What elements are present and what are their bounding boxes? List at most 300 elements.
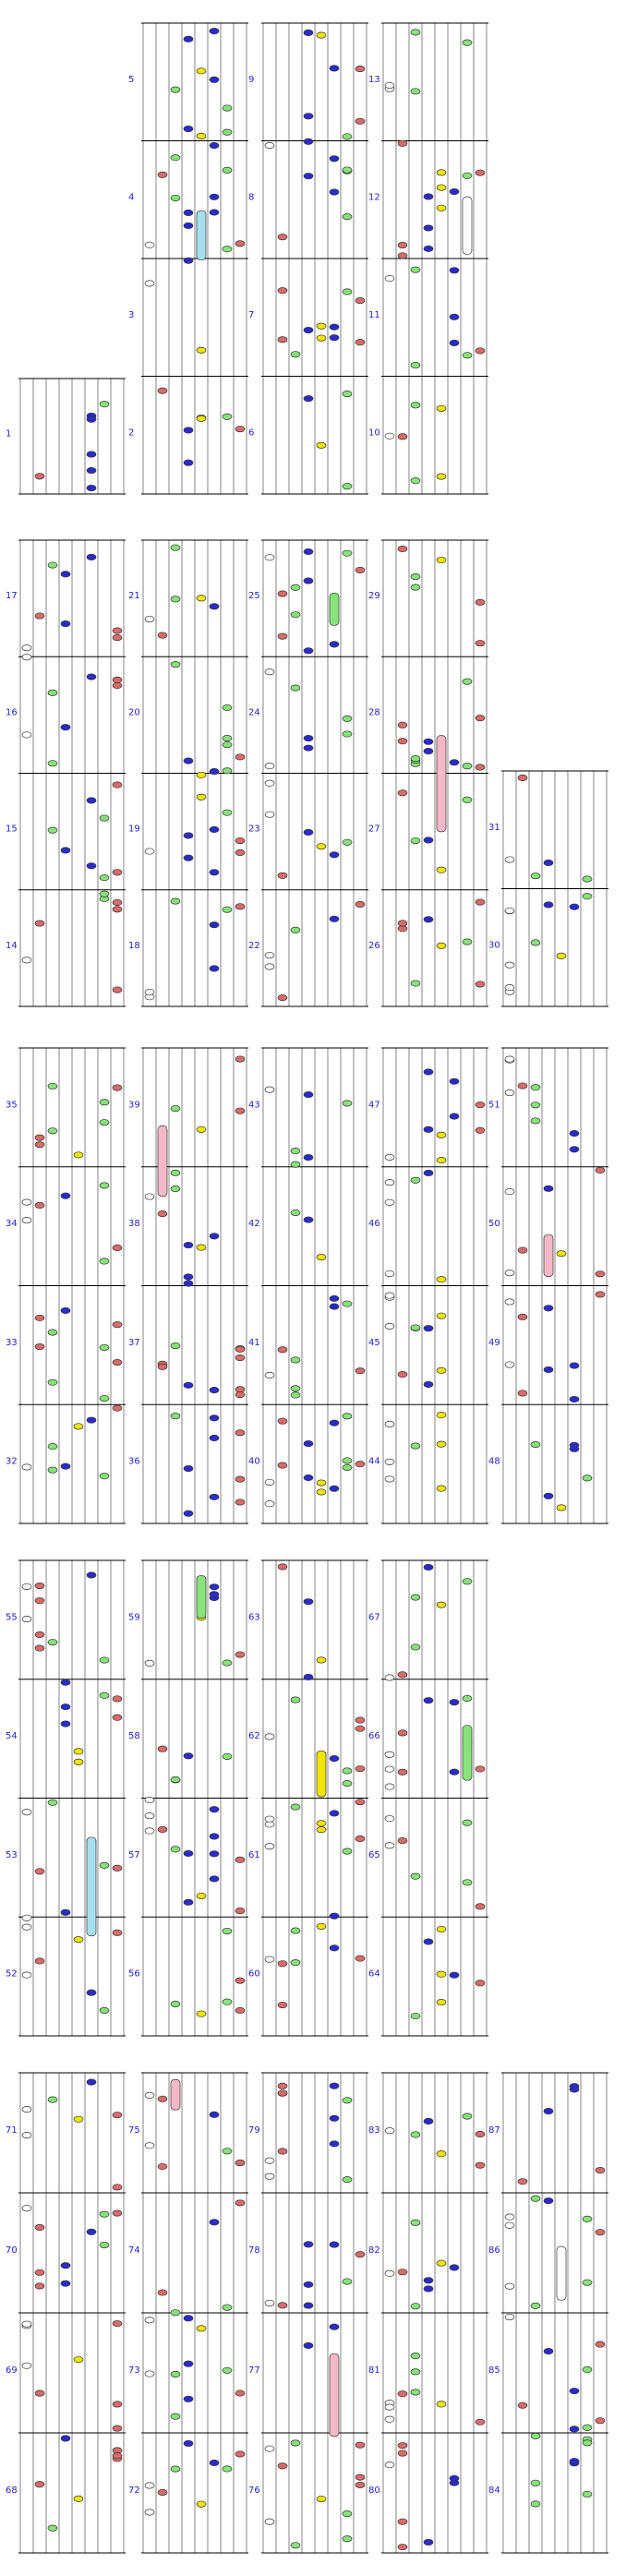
- note: [35, 1202, 44, 1208]
- note: [355, 2482, 365, 2487]
- note: [291, 927, 300, 933]
- note: [210, 1435, 219, 1440]
- note: [596, 2418, 605, 2424]
- hold-note: [330, 593, 339, 625]
- measure-number: 50: [488, 1219, 500, 1230]
- measure-number: 32: [6, 1456, 18, 1467]
- note: [184, 36, 193, 42]
- note: [278, 1564, 287, 1570]
- note: [317, 32, 326, 38]
- note: [424, 2278, 433, 2283]
- measure-number: 62: [248, 1731, 260, 1742]
- note: [437, 205, 446, 211]
- note: [355, 1717, 365, 1723]
- note: [265, 1372, 274, 1378]
- note: [223, 1660, 232, 1666]
- note: [113, 1359, 122, 1365]
- note: [385, 1766, 394, 1772]
- note: [100, 2211, 109, 2217]
- note: [291, 1804, 300, 1810]
- note: [518, 775, 527, 780]
- note: [100, 1474, 109, 1479]
- note: [265, 555, 274, 560]
- measure-number: 65: [368, 1849, 380, 1860]
- note: [113, 987, 122, 993]
- note: [330, 1295, 339, 1301]
- measure-number: 56: [128, 1968, 140, 1980]
- note: [291, 1392, 300, 1398]
- note: [385, 1751, 394, 1757]
- note: [424, 2286, 433, 2292]
- note: [184, 2316, 193, 2321]
- note: [531, 2303, 540, 2308]
- measure-number: 18: [128, 940, 140, 951]
- note: [61, 2262, 70, 2268]
- note: [398, 253, 407, 259]
- note: [398, 1769, 407, 1775]
- note: [317, 1821, 326, 1826]
- note: [48, 1443, 57, 1449]
- note: [184, 1382, 193, 1388]
- note: [476, 1127, 485, 1133]
- note: [113, 1696, 122, 1702]
- note: [437, 1157, 446, 1162]
- note: [343, 2177, 352, 2183]
- note: [531, 1085, 540, 1090]
- note: [197, 772, 206, 777]
- note: [505, 1056, 514, 1062]
- note: [171, 596, 180, 602]
- note: [278, 235, 287, 240]
- note: [145, 281, 154, 286]
- note: [223, 2149, 232, 2154]
- note: [476, 1980, 485, 1986]
- note: [437, 1367, 446, 1373]
- note: [476, 981, 485, 987]
- measure-number: 52: [6, 1968, 18, 1980]
- note: [385, 1815, 394, 1821]
- note: [476, 599, 485, 605]
- measure-number: 83: [368, 2125, 380, 2136]
- note: [235, 2160, 245, 2165]
- note: [113, 628, 122, 633]
- note: [476, 899, 485, 905]
- note: [437, 2260, 446, 2266]
- measure-number: 66: [368, 1731, 380, 1742]
- measure-number: 67: [368, 1612, 380, 1623]
- hold-note: [171, 2079, 180, 2110]
- note: [197, 1126, 206, 1132]
- note: [450, 1700, 459, 1705]
- note: [35, 1315, 44, 1320]
- note: [424, 2118, 433, 2124]
- note: [158, 1826, 167, 1832]
- note: [518, 2402, 527, 2408]
- note: [518, 2179, 527, 2185]
- note: [463, 764, 472, 769]
- note: [61, 1307, 70, 1313]
- note: [505, 2222, 514, 2228]
- note: [87, 1572, 96, 1578]
- note: [476, 764, 485, 770]
- note: [210, 922, 219, 928]
- note: [278, 1463, 287, 1468]
- note: [74, 2116, 83, 2122]
- measure-number: 26: [368, 940, 380, 951]
- note: [113, 1322, 122, 1328]
- note: [22, 2132, 31, 2137]
- note: [22, 1924, 31, 1930]
- measure-number: 77: [248, 2365, 260, 2376]
- note: [424, 246, 433, 251]
- note: [210, 2112, 219, 2117]
- note: [304, 735, 313, 740]
- note: [113, 1085, 122, 1090]
- note: [463, 679, 472, 684]
- note: [531, 1441, 540, 1447]
- note: [450, 340, 459, 345]
- note: [330, 642, 339, 647]
- hold-note: [197, 211, 206, 259]
- note: [463, 1880, 472, 1885]
- note: [210, 1494, 219, 1499]
- note: [355, 1726, 365, 1731]
- note: [184, 210, 193, 215]
- note: [437, 1926, 446, 1932]
- measure-number: 48: [488, 1456, 500, 1467]
- note: [265, 2446, 274, 2451]
- note: [355, 567, 365, 572]
- note: [304, 174, 313, 179]
- note: [197, 2501, 206, 2507]
- note: [531, 2196, 540, 2201]
- note: [223, 129, 232, 135]
- note: [22, 2205, 31, 2210]
- note: [158, 172, 167, 177]
- note: [145, 2510, 154, 2515]
- note: [583, 1475, 592, 1481]
- note: [437, 1486, 446, 1491]
- note: [235, 1857, 245, 1862]
- note: [158, 1746, 167, 1751]
- note: [330, 156, 339, 162]
- measure-number: 61: [248, 1849, 260, 1860]
- note: [184, 1511, 193, 1516]
- measure-number: 69: [6, 2365, 18, 2376]
- note: [343, 484, 352, 489]
- note: [197, 2011, 206, 2016]
- note: [210, 826, 219, 832]
- note: [210, 1592, 219, 1597]
- note: [596, 2167, 605, 2173]
- note: [171, 155, 180, 161]
- measure-number: 24: [248, 707, 260, 718]
- note: [437, 1602, 446, 1607]
- measure-number: 1: [6, 428, 12, 439]
- note: [48, 1800, 57, 1805]
- hold-note: [330, 2353, 339, 2437]
- note: [35, 2390, 44, 2396]
- note: [265, 780, 274, 786]
- note: [235, 2200, 245, 2206]
- note: [544, 2108, 553, 2113]
- note: [61, 725, 70, 730]
- note: [223, 1753, 232, 1759]
- note: [158, 2096, 167, 2101]
- note: [343, 1848, 352, 1854]
- note: [583, 2216, 592, 2221]
- note: [278, 2090, 287, 2096]
- measure-number: 79: [248, 2125, 260, 2136]
- note: [583, 894, 592, 899]
- note: [48, 1379, 57, 1385]
- note: [235, 1652, 245, 1657]
- measure-number: 53: [6, 1849, 18, 1860]
- measure-number: 37: [128, 1337, 140, 1348]
- note: [343, 1101, 352, 1106]
- note: [544, 1186, 553, 1191]
- note: [291, 612, 300, 618]
- measure-number: 57: [128, 1849, 140, 1860]
- note: [158, 2290, 167, 2295]
- note: [411, 1595, 420, 1600]
- measure-number: 21: [128, 591, 140, 602]
- note: [265, 1956, 274, 1962]
- note: [437, 2151, 446, 2157]
- note: [113, 870, 122, 875]
- measure-number: 73: [128, 2365, 140, 2376]
- note: [424, 837, 433, 843]
- note: [235, 2007, 245, 2013]
- note: [317, 1480, 326, 1486]
- note: [343, 1768, 352, 1774]
- note: [113, 634, 122, 640]
- note: [531, 2480, 540, 2486]
- note: [223, 741, 232, 747]
- measure-number: 22: [248, 940, 260, 951]
- note: [304, 138, 313, 144]
- note: [355, 340, 365, 345]
- note: [100, 2007, 109, 2013]
- note: [317, 442, 326, 448]
- note: [87, 2229, 96, 2234]
- note: [87, 1990, 96, 1995]
- note: [145, 2317, 154, 2323]
- note: [113, 1405, 122, 1411]
- note: [330, 1420, 339, 1426]
- note: [278, 2002, 287, 2007]
- note: [343, 2098, 352, 2103]
- note: [22, 1809, 31, 1814]
- note: [61, 1703, 70, 1709]
- note: [278, 1347, 287, 1353]
- note: [398, 1837, 407, 1843]
- note: [424, 194, 433, 199]
- note: [235, 2390, 245, 2396]
- note: [235, 849, 245, 855]
- note: [113, 782, 122, 788]
- note: [223, 735, 232, 740]
- note: [437, 557, 446, 562]
- note: [317, 2496, 326, 2501]
- note: [385, 433, 394, 439]
- note: [87, 554, 96, 560]
- measure-number: 20: [128, 707, 140, 718]
- note: [424, 1381, 433, 1387]
- note: [184, 258, 193, 263]
- note: [265, 142, 274, 148]
- note: [398, 140, 407, 146]
- note: [210, 966, 219, 971]
- note: [411, 403, 420, 408]
- note: [171, 2413, 180, 2419]
- note: [87, 2079, 96, 2085]
- note: [210, 1415, 219, 1421]
- note: [210, 210, 219, 215]
- note: [570, 1396, 579, 1402]
- note: [291, 1210, 300, 1215]
- measure-number: 58: [128, 1731, 140, 1742]
- note: [398, 1371, 407, 1377]
- note: [304, 327, 313, 332]
- note: [22, 1217, 31, 1222]
- note: [424, 1325, 433, 1330]
- measure-number: 45: [368, 1337, 380, 1348]
- measure-number: 31: [488, 822, 500, 833]
- note: [74, 2496, 83, 2501]
- note: [596, 1271, 605, 1277]
- note: [171, 2466, 180, 2472]
- measure-number: 7: [248, 309, 255, 320]
- note: [505, 1299, 514, 1305]
- note: [424, 1939, 433, 1944]
- note: [330, 916, 339, 921]
- note: [171, 2371, 180, 2377]
- note: [158, 1210, 167, 1216]
- note: [570, 2087, 579, 2092]
- measure-number: 74: [128, 2245, 140, 2256]
- note: [35, 1645, 44, 1651]
- measure-number: 84: [488, 2486, 500, 2496]
- note: [87, 863, 96, 869]
- note: [278, 873, 287, 878]
- note: [505, 1188, 514, 1194]
- note: [22, 1583, 31, 1589]
- note: [304, 2242, 313, 2247]
- note: [411, 2304, 420, 2309]
- note: [544, 1366, 553, 1372]
- note: [291, 1928, 300, 1933]
- note: [145, 849, 154, 854]
- note: [355, 66, 365, 71]
- measure-number: 63: [248, 1612, 260, 1623]
- note: [437, 1132, 446, 1138]
- note: [100, 1258, 109, 1264]
- note: [570, 2458, 579, 2463]
- note: [291, 1960, 300, 1966]
- measure-number: 36: [128, 1456, 140, 1467]
- note: [171, 898, 180, 904]
- note: [235, 1108, 245, 1113]
- note: [355, 2251, 365, 2257]
- note: [197, 596, 206, 601]
- note: [158, 1364, 167, 1369]
- measure-number: 23: [248, 824, 260, 835]
- note: [398, 2269, 407, 2275]
- note: [171, 1847, 180, 1852]
- note: [385, 2404, 394, 2410]
- note: [583, 2491, 592, 2497]
- hold-note: [463, 197, 472, 254]
- note: [35, 1869, 44, 1874]
- note: [265, 1734, 274, 1739]
- measure-number: 40: [248, 1456, 260, 1467]
- note: [437, 1277, 446, 1282]
- note: [235, 1391, 245, 1397]
- note: [100, 874, 109, 880]
- measure-number: 4: [128, 192, 135, 203]
- note: [398, 1730, 407, 1736]
- note: [411, 30, 420, 35]
- note: [210, 1876, 219, 1882]
- note: [355, 901, 365, 907]
- note: [223, 105, 232, 111]
- measure-number: 15: [6, 824, 18, 835]
- note: [411, 1644, 420, 1650]
- measure-number: 87: [488, 2125, 500, 2136]
- note: [304, 578, 313, 584]
- note: [343, 134, 352, 139]
- note: [100, 1183, 109, 1188]
- note: [145, 616, 154, 621]
- note: [278, 1418, 287, 1424]
- note: [210, 1387, 219, 1392]
- note: [463, 1579, 472, 1584]
- note: [48, 827, 57, 833]
- note: [531, 2433, 540, 2438]
- note: [265, 1087, 274, 1092]
- note: [235, 1354, 245, 1360]
- note: [304, 1475, 313, 1480]
- note: [330, 324, 339, 330]
- note: [278, 2083, 287, 2088]
- note: [145, 2092, 154, 2098]
- note: [197, 1245, 206, 1250]
- note: [450, 1972, 459, 1978]
- note: [505, 984, 514, 990]
- measure-number: 72: [128, 2486, 140, 2496]
- note: [22, 2321, 31, 2327]
- note: [304, 1091, 313, 1097]
- note: [570, 2426, 579, 2432]
- note: [278, 1961, 287, 1967]
- note: [48, 1330, 57, 1335]
- note: [330, 189, 339, 195]
- note: [518, 1314, 527, 1319]
- note: [596, 1292, 605, 1297]
- note: [505, 962, 514, 968]
- note: [223, 1999, 232, 2004]
- note: [450, 1078, 459, 1084]
- note: [304, 2342, 313, 2348]
- measure-number: 10: [368, 427, 380, 439]
- note: [398, 2442, 407, 2448]
- note: [113, 1930, 122, 1935]
- note: [235, 2451, 245, 2457]
- note: [113, 2426, 122, 2431]
- note: [583, 2425, 592, 2430]
- note: [596, 1167, 605, 1173]
